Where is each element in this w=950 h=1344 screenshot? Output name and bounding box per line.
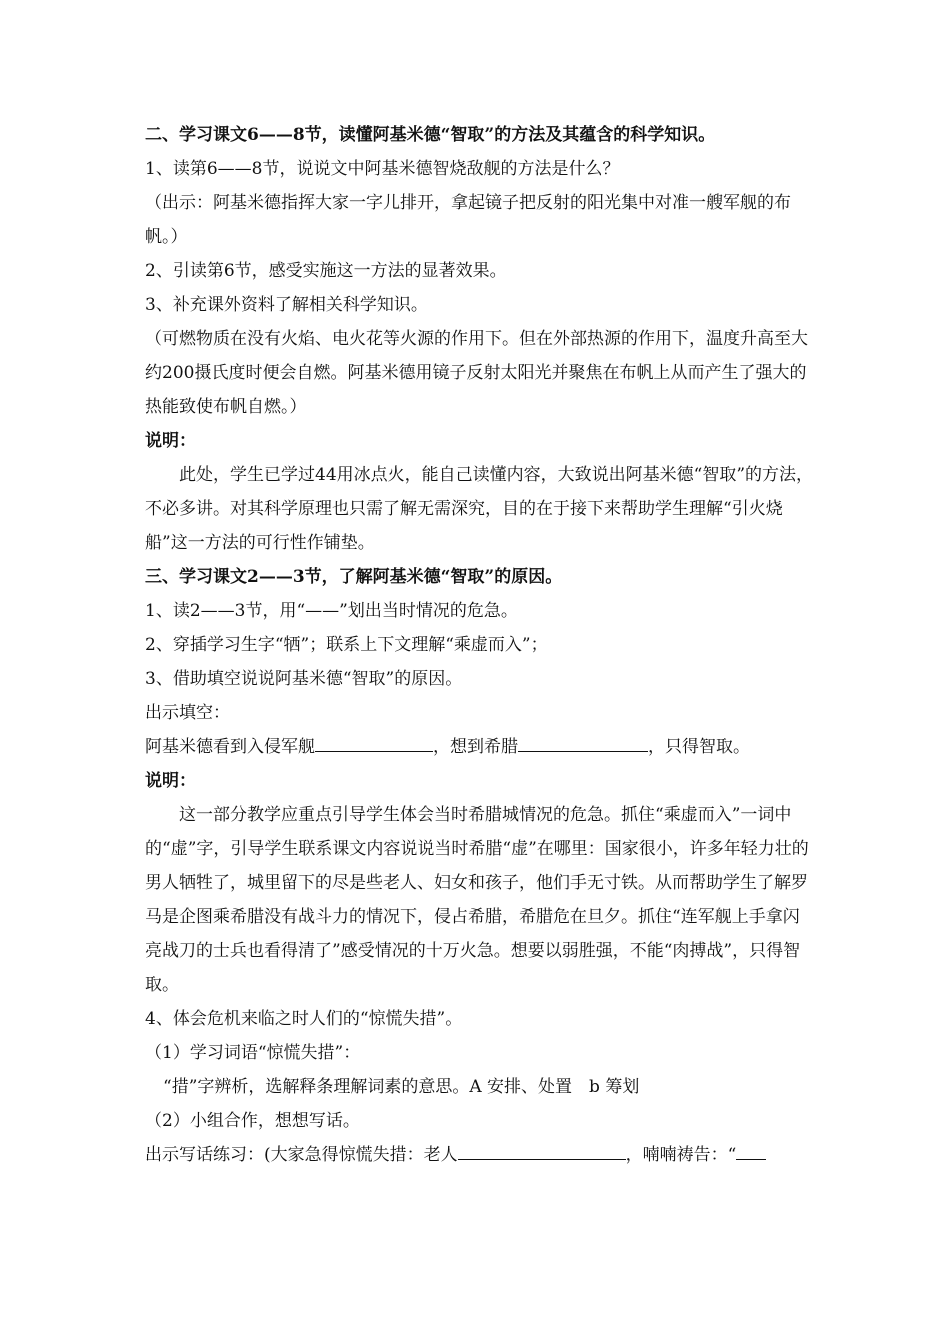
sub-item-2: （2）小组合作，想想写话。 <box>145 1111 360 1131</box>
section-heading-2: 二、学习课文6——8节，读懂阿基米德“智取”的方法及其蕴含的科学知识。 <box>145 125 716 145</box>
explanation-text-2: 这一部分教学应重点引导学生体会当时希腊城情况的危急。抓住“乘虚而入”一词中的“虚”字，引导学生联系课文内容说说当时希腊“虚”在哪里：国家很小，许多年轻力壮的男人牺牲了，城里留下的尽是些老人、妇女和孩子，他们手无寸铁。从而帮助学生了解罗马是企图乘希腊没有战斗力的情况下，侵占希腊，希腊危在旦夕。抓住“连军舰上手拿闪亮战刀的士兵也看得清了”感受情况的十万火急。想要以弱胜强，不能“肉搏战”，只得智取。 <box>145 805 809 995</box>
sub-item-1: （1）学习词语“惊慌失措”： <box>145 1043 361 1063</box>
question-3-3: 3、借助填空说说阿基米德“智取”的原因。 <box>145 669 463 689</box>
question-3-2: 2、穿插学习生字“牺”；联系上下文理解“乘虚而入”； <box>145 635 548 655</box>
writing-exercise <box>145 1138 815 1172</box>
explanation-text: 此处，学生已学过44用冰点火，能自己读懂内容，大致说出阿基米德“智取”的方法，不必多讲。对其科学原理也只需了解无需深究，目的在于接下来帮助学生理解“引火烧船”这一方法的可行性作铺垫。 <box>145 465 814 553</box>
sub-item-1-detail: “措”字辨析，选解释条理解词素的意思。A 安排、处置 b 筹划 <box>163 1077 640 1097</box>
writing-text-b: ，喃喃祷告：“ <box>625 1145 737 1165</box>
display-text-1: （出示：阿基米德指挥大家一字儿排开，拿起镜子把反射的阳光集中对准一艘军舰的布帆。） <box>145 193 791 247</box>
question-1: 1、读第6——8节，说说文中阿基米德智烧敌舰的方法是什么？ <box>145 159 620 179</box>
explanation-label: 说明： <box>145 431 196 451</box>
explanation-label-2: 说明： <box>145 771 196 791</box>
writing-text-a: 出示写话练习：(大家急得惊慌失措：老人 <box>145 1145 458 1165</box>
question-2: 2、引读第6节，感受实施这一方法的显著效果。 <box>145 261 507 281</box>
section-heading-3: 三、学习课文2——3节，了解阿基米德“智取”的原因。 <box>145 567 563 587</box>
writing-blank-1[interactable] <box>458 1139 626 1160</box>
question-3: 3、补充课外资料了解相关科学知识。 <box>145 295 428 315</box>
fill-text-a: 阿基米德看到入侵军舰 <box>145 737 315 757</box>
science-note: （可燃物质在没有火焰、电火花等火源的作用下。但在外部热源的作用下，温度升高至大约200摄氏度时便会自燃。阿基米德用镜子反射太阳光并聚焦在布帆上从而产生了强大的热能致使布帆自燃。） <box>145 329 808 417</box>
writing-blank-2[interactable] <box>736 1139 766 1160</box>
fill-text-c: ，只得智取。 <box>648 737 750 757</box>
fill-blank-2[interactable] <box>518 731 648 752</box>
question-3-1: 1、读2——3节，用“——”划出当时情况的危急。 <box>145 601 518 621</box>
fill-blank-1[interactable] <box>315 731 433 752</box>
document-page <box>145 118 815 1172</box>
fill-sentence <box>145 730 815 764</box>
fill-text-b: ，想到希腊 <box>433 737 518 757</box>
question-4: 4、体会危机来临之时人们的“惊慌失措”。 <box>145 1009 463 1029</box>
fill-label: 出示填空： <box>145 703 230 723</box>
